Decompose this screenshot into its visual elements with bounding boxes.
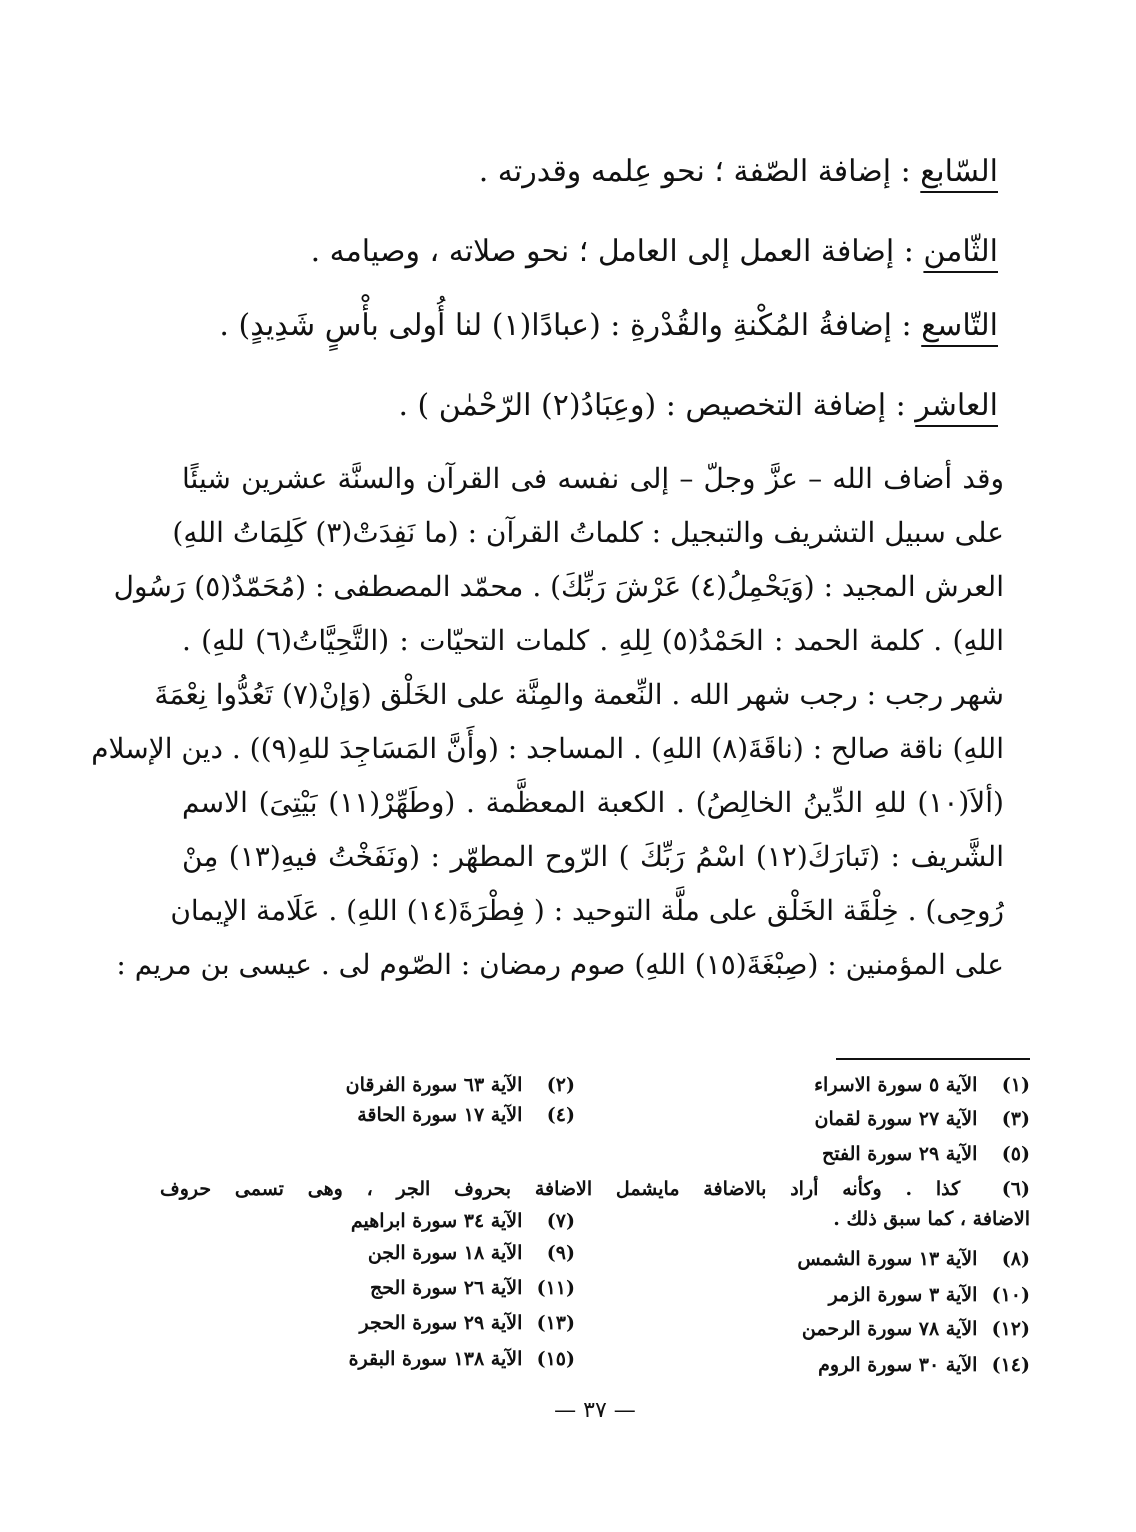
heading-ninth bbox=[128, 304, 998, 348]
heading-label: التّاسع bbox=[921, 308, 998, 343]
footnote-text: كذا . وكأنه أراد بالاضافة مايشمل الاضافة بحروف الجر ، وهى تسمى حروف bbox=[160, 1178, 961, 1200]
body-line: اللهِ) . كلمة الحمد : الحَمْدُ(٥) لِلهِ . كلمات التحيّات : (التَّحِيَّاتُ(٦) للهِ) . bbox=[182, 624, 1004, 657]
body-line: العرش المجيد : (وَيَحْمِلُ(٤) عَرْشَ رَبِّكَ) . محمّد المصطفى : (مُحَمّدٌ(٥) رَسُول bbox=[113, 570, 1004, 603]
footnote-text: الآية ١٣ سورة الشمس bbox=[797, 1248, 978, 1270]
heading-label: الثّامن bbox=[923, 234, 998, 269]
footnote-10 bbox=[829, 1280, 1030, 1310]
footnote-text: الآية ٢٧ سورة لقمان bbox=[814, 1108, 978, 1130]
footnote-7 bbox=[351, 1206, 575, 1236]
footnotes bbox=[160, 1070, 1030, 1390]
footnote-number: (٨) bbox=[1001, 1248, 1030, 1270]
footnote-number: (٧) bbox=[546, 1210, 575, 1232]
footnote-text: الآية ٧٨ سورة الرحمن bbox=[801, 1318, 978, 1340]
footnote-number: (٣) bbox=[1001, 1108, 1030, 1130]
body-line: الشَّريف : (تَبارَكَ(١٢) اسْمُ رَبِّكَ ) الرّوح المطهّر : (ونَفَخْتُ فيهِ(١٣) مِنْ bbox=[182, 840, 1004, 873]
body-line: وقد أضاف الله – عزَّ وجلّ – إلى نفسه فى القرآن والسنَّة عشرين شيئًا bbox=[182, 462, 1004, 495]
body-line: رُوحِى) . خِلْقَة الخَلْق على ملَّة التوحيد : ( فِطْرَةَ(١٤) اللهِ) . عَلَامة الإيمان bbox=[170, 894, 1004, 927]
footnote-text: الآية ٢٩ سورة الحجر bbox=[359, 1312, 523, 1334]
footnote-number: (٤) bbox=[546, 1104, 575, 1126]
footnote-number: (١١) bbox=[536, 1277, 575, 1299]
body-line: على المؤمنين : (صِبْغَةَ(١٥) اللهِ) صوم رمضان : الصّوم لى . عيسى بن مريم : bbox=[116, 948, 1004, 981]
footnote-13 bbox=[360, 1308, 575, 1338]
footnote-number: (٩) bbox=[546, 1242, 575, 1264]
heading-text: : إضافة العمل إلى العامل ؛ نحو صلاته ، وصيامه . bbox=[310, 234, 914, 269]
heading-text: : إضافةُ المُكْنةِ والقُدْرةِ : (عبادًا(١) لنا أُولى بأْسٍ شَدِيدٍ) . bbox=[219, 308, 912, 343]
heading-seventh bbox=[128, 150, 998, 194]
footnote-6 bbox=[160, 1174, 1030, 1204]
footnote-number: (٢) bbox=[546, 1074, 575, 1096]
footnote-number: (٥) bbox=[1001, 1143, 1030, 1165]
footnote-number: (١٤) bbox=[991, 1354, 1030, 1376]
body-line: على سبيل التشريف والتبجيل : كلماتُ القرآن : (ما نَفِدَتْ(٣) كَلِمَاتُ اللهِ) bbox=[172, 516, 1004, 549]
footnote-text: الآية ٢٦ سورة الحج bbox=[370, 1277, 523, 1299]
footnote-2 bbox=[346, 1070, 575, 1100]
footnote-number: (٦) bbox=[1001, 1178, 1030, 1200]
footnote-3 bbox=[815, 1104, 1031, 1134]
heading-eighth bbox=[128, 230, 998, 274]
footnote-text: الآية ٣٠ سورة الروم bbox=[818, 1354, 978, 1376]
footnote-text: الآية ٢٩ سورة الفتح bbox=[821, 1143, 978, 1165]
footnote-number: (١) bbox=[1001, 1074, 1030, 1096]
footnote-number: (١٣) bbox=[536, 1312, 575, 1334]
footnote-11 bbox=[370, 1273, 575, 1303]
body-line: (ألاَ(١٠) للهِ الدِّينُ الخالِصُ) . الكعبة المعظَّمة . (وطَهِّرْ(١١) بَيْتِىَ) الاسم bbox=[182, 786, 1004, 819]
page-number: — ٣٧ — bbox=[554, 1398, 636, 1423]
footnote-14 bbox=[818, 1350, 1030, 1380]
footnote-number: (١٠) bbox=[991, 1284, 1030, 1306]
heading-label: العاشر bbox=[915, 388, 998, 423]
heading-text: : إضافة التخصيص : (وعِبَادُ(٢) الرّحْمٰن ) . bbox=[398, 388, 906, 423]
footnote-8 bbox=[797, 1244, 1030, 1274]
body-line: اللهِ) ناقة صالح : (ناقَةَ(٨) اللهِ) . المساجد : (وأَنَّ المَسَاجِدَ للهِ(٩)) . دين الإسلام bbox=[91, 732, 1004, 765]
footnote-number: (١٥) bbox=[536, 1348, 575, 1370]
footnote-number: (١٢) bbox=[991, 1318, 1030, 1340]
footnote-text: الآية ١٧ سورة الحاقة bbox=[357, 1104, 523, 1126]
heading-label: السّابع bbox=[920, 154, 998, 189]
footnote-text: الآية ١٣٨ سورة البقرة bbox=[348, 1348, 523, 1370]
body-paragraph bbox=[91, 452, 1004, 992]
footnote-4 bbox=[357, 1100, 575, 1130]
footnote-1 bbox=[814, 1070, 1030, 1100]
footnote-text: الآية ٦٣ سورة الفرقان bbox=[345, 1074, 523, 1096]
footnote-text: الآية ٣ سورة الزمر bbox=[828, 1284, 978, 1306]
footnote-12 bbox=[802, 1314, 1030, 1344]
footnote-text: الآية ٥ سورة الاسراء bbox=[814, 1074, 978, 1096]
footnote-text: الآية ١٨ سورة الجن bbox=[367, 1242, 523, 1264]
footnote-6-continued: الاضافة ، كما سبق ذلك . bbox=[833, 1208, 1030, 1230]
footnote-15 bbox=[349, 1344, 575, 1374]
heading-tenth bbox=[128, 384, 998, 428]
body-line: شهر رجب : رجب شهر الله . النِّعمة والمِنَّة على الخَلْق (وَإنْ(٧) تَعُدُّوا نِعْمَةَ bbox=[154, 678, 1004, 711]
footnote-separator bbox=[836, 1058, 1030, 1060]
heading-text: : إضافة الصّفة ؛ نحو عِلمه وقدرته . bbox=[478, 154, 911, 189]
footnote-text: الآية ٣٤ سورة ابراهيم bbox=[350, 1210, 523, 1232]
footnote-9 bbox=[368, 1238, 575, 1268]
footnote-5 bbox=[822, 1139, 1030, 1169]
